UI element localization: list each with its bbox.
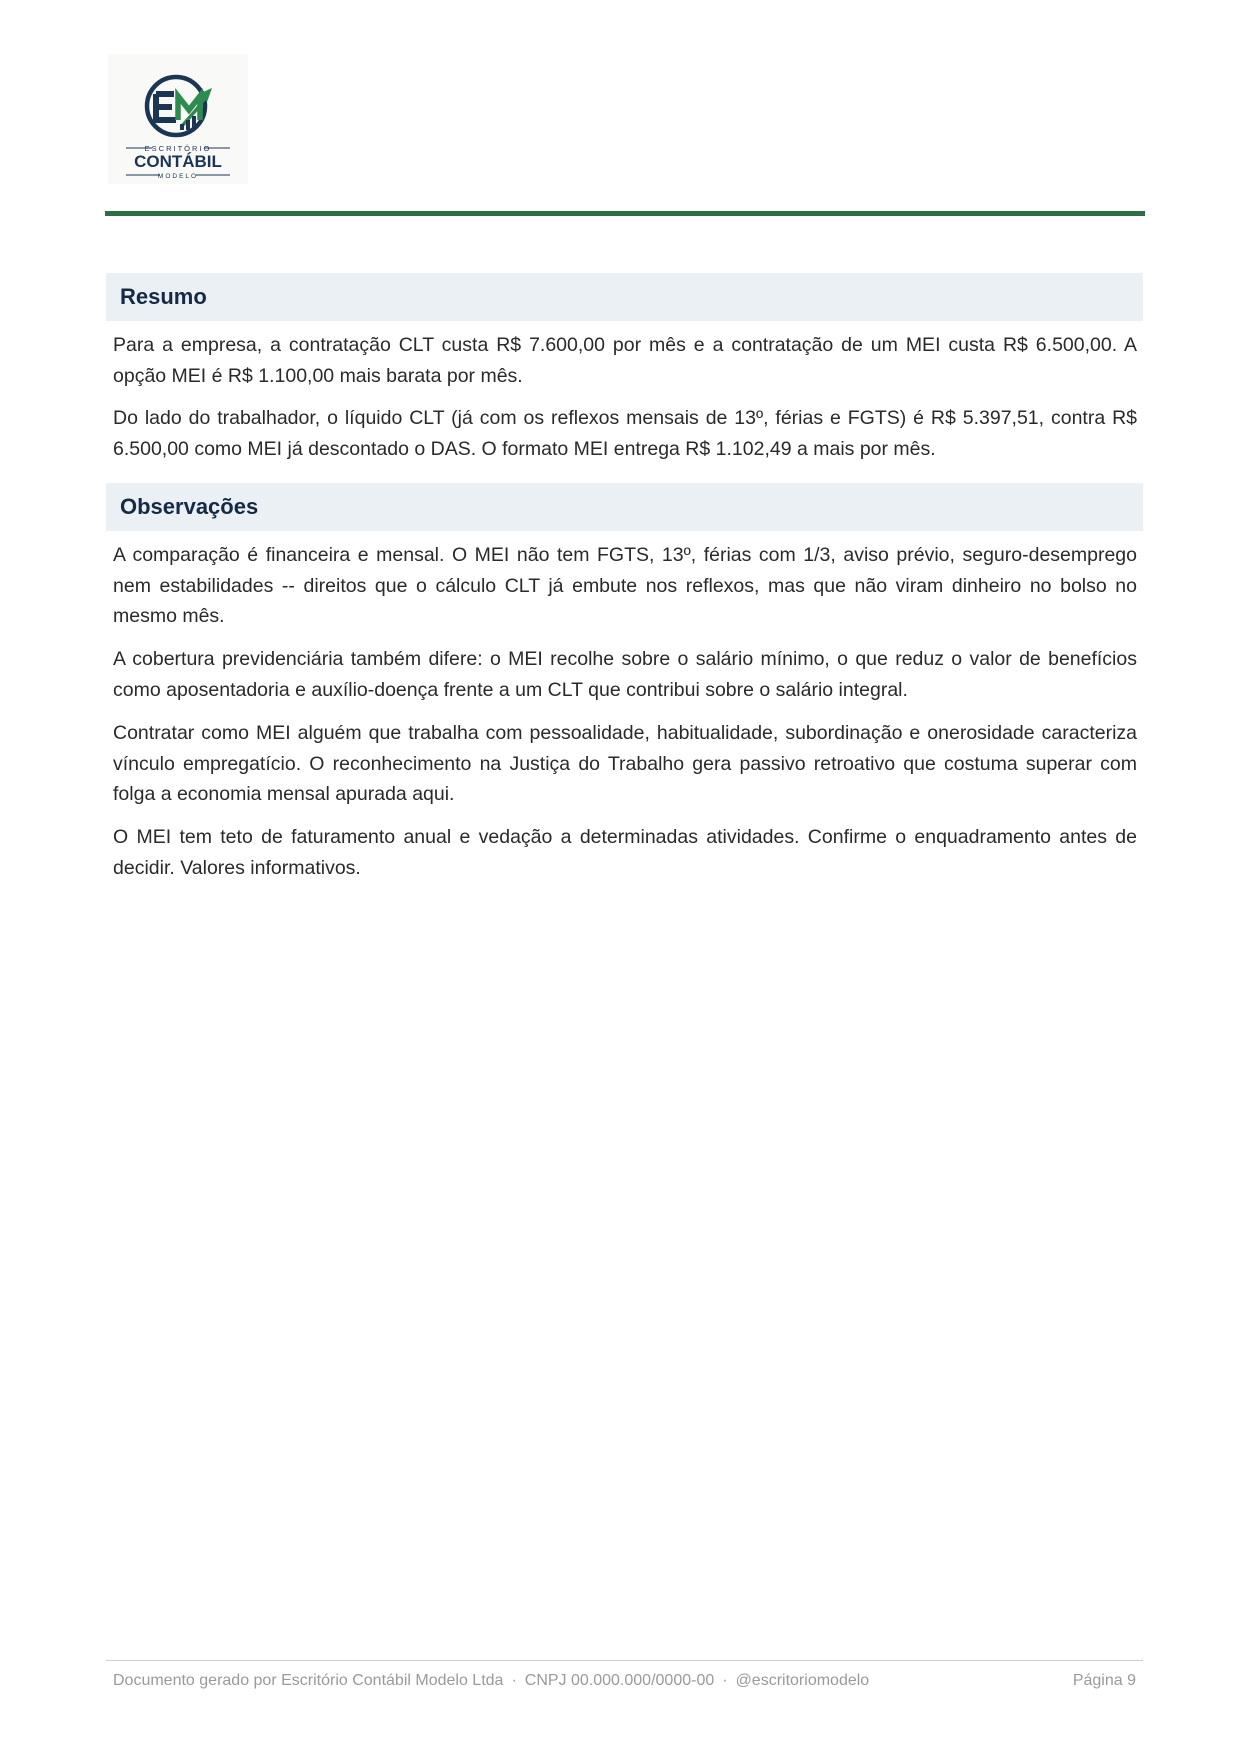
footer-divider <box>106 1660 1143 1661</box>
footer-separator: · <box>722 1672 728 1689</box>
logo-top-text: ESCRITÓRIO <box>144 144 212 153</box>
logo-main-text: CONTÁBIL <box>134 152 222 171</box>
observacoes-paragraph-2: A cobertura previdenciária também difere: o MEI recolhe sobre o salário mínimo, o que reduz o valor de benefícios como aposentadoria e auxílio-doença frente a um CLT que contribui sobre o salário integral. <box>113 648 1137 701</box>
footer-separator: · <box>511 1672 517 1689</box>
resumo-paragraph-2: Do lado do trabalhador, o líquido CLT (já com os reflexos mensais de 13º, férias e FGTS) é R$ 5.397,51, contra R$ 6.500,00 como MEI já descontado o DAS. O formato MEI entrega R$ 1.102,49 a mais por mês. <box>113 407 1137 460</box>
footer-generated-by: Documento gerado por Escritório Contábil Modelo Ltda <box>113 1672 504 1689</box>
observacoes-paragraph-1: A comparação é financeira e mensal. O MEI não tem FGTS, 13º, férias com 1/3, aviso prévio, seguro-desemprego nem estabilidades -- direitos que o cálculo CLT já embute nos reflexos, mas que não viram dinheiro no bolso no mesmo mês. <box>113 544 1137 627</box>
footer-info <box>113 1672 869 1690</box>
observacoes-paragraph-3: Contratar como MEI alguém que trabalha com pessoalidade, habitualidade, subordinação e onerosidade caracteriza vínculo empregatício. O reconhecimento na Justiça do Trabalho gera passivo retroativo que costuma superar com folga a economia mensal apurada aqui. <box>113 722 1137 805</box>
resumo-paragraph-1: Para a empresa, a contratação CLT custa R$ 7.600,00 por mês e a contratação de um MEI custa R$ 6.500,00. A opção MEI é R$ 1.100,00 mais barata por mês. <box>113 334 1137 387</box>
footer-cnpj: CNPJ 00.000.000/0000-00 <box>524 1672 715 1689</box>
section-heading-resumo: Resumo <box>106 273 1143 321</box>
logo-graphic <box>108 54 248 184</box>
page-number: Página 9 <box>1072 1672 1136 1689</box>
logo-bottom-text: MODELO <box>157 173 199 180</box>
footer-handle: @escritoriomodelo <box>735 1672 870 1689</box>
header-divider <box>105 211 1145 216</box>
company-logo <box>108 54 248 184</box>
observacoes-paragraph-4: O MEI tem teto de faturamento anual e vedação a determinadas atividades. Confirme o enquadramento antes de decidir. Valores informativos. <box>113 826 1137 879</box>
section-heading-observacoes: Observações <box>106 483 1143 531</box>
